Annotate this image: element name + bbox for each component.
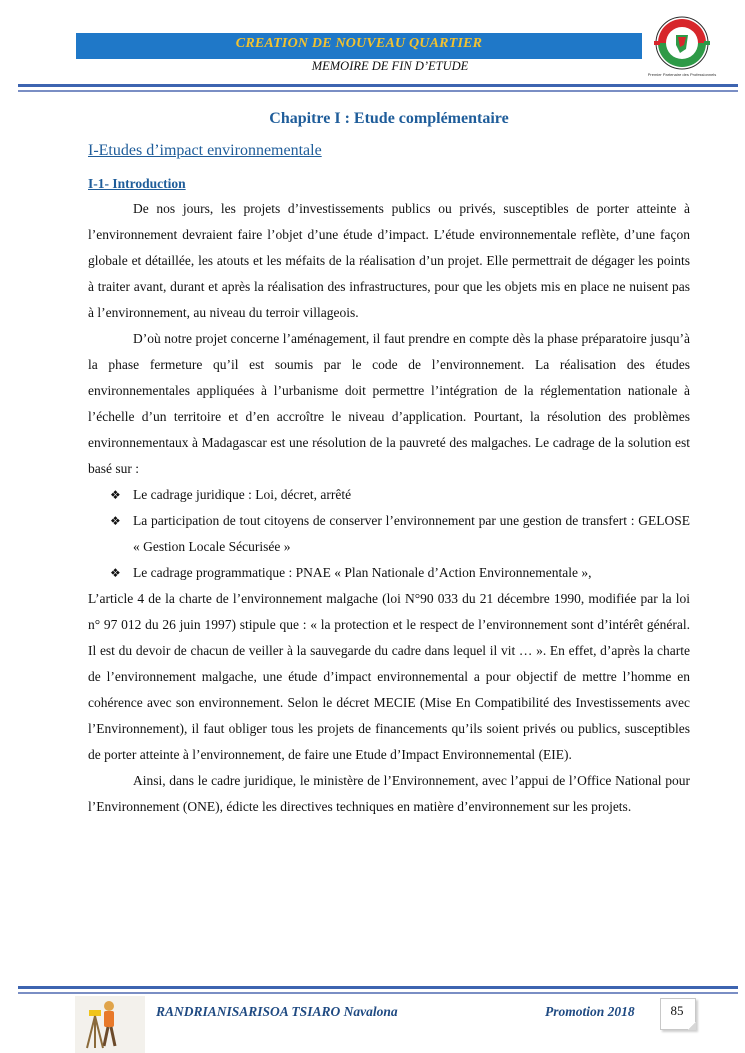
header-rule (18, 84, 738, 87)
paragraph-project: D’où notre projet concerne l’aménagement, il faut prendre en compte dès la phase préparatoire jusqu’à la phase fermeture qu’il est soumis par le code de l’environnement. La réalisation des études environnementales appliquées à l’urbanisme doit permettre l’intégration de la réglementation nationale à l’échelle d’un territoire et d’en accroître le niveau d’application. Pourtant, la résolution des problèmes environnementaux à Madagascar est une résolution de la pauvreté des malgaches. Le cadrage de la solution est basé sur : (88, 331, 690, 476)
diamond-bullet-icon: ❖ (110, 566, 121, 580)
chapter-title: Chapitre I : Etude complémentaire (269, 110, 509, 127)
list-item (88, 482, 690, 508)
list-item (88, 508, 690, 560)
header-subtitle: MEMOIRE DE FIN D’ETUDE (311, 59, 469, 73)
diamond-bullet-icon: ❖ (110, 488, 121, 502)
footer-promotion: Promotion 2018 (545, 1004, 635, 1019)
paragraph-intro: De nos jours, les projets d’investissements publics ou privés, susceptibles de porter atteinte à l’environnement devraient faire l’objet d’une étude d’impact. L’étude environnementale reflète, d’une façon globale et détaillée, les atouts et les méfaits de la réalisation d’un projet. Elle permettrait de dégager les points à traiter avant, durant et après la réalisation des infrastructures, pour que les objets mis en place ne nuisent pas à l’environnement, au niveau du terroir villageois. (88, 201, 690, 320)
footer-author: RANDRIANISARISOA TSIARO Navalona (156, 1004, 398, 1019)
body-text (88, 196, 690, 820)
bullet-list (88, 482, 690, 586)
paragraph-conclusion: Ainsi, dans le cadre juridique, le ministère de l’Environnement, avec l’appui de l’Office National pour l’Environnement (ONE), édicte les directives techniques en matière d’environnement sur les projets. (88, 773, 690, 814)
logo-caption: Premier Partenaire des Professionnels (647, 72, 717, 77)
footer-rule-thin (18, 992, 738, 994)
section-title: I-Etudes d’impact environnementale (88, 142, 322, 159)
page-number: 85 (670, 1003, 684, 1018)
bullet-text: Le cadrage juridique : Loi, décret, arrêté (133, 487, 352, 502)
header-rule-thin (18, 90, 738, 92)
school-logo-icon (640, 15, 724, 79)
footer-rule (18, 986, 738, 989)
bullet-text: La participation de tout citoyens de conserver l’environnement par une gestion de transfert : GELOSE « Gestion Locale Sécurisée » (133, 513, 690, 554)
header-title: CREATION DE NOUVEAU QUARTIER (235, 36, 483, 51)
subsection-title: I-1- Introduction (88, 176, 186, 191)
list-item (88, 560, 690, 586)
diamond-bullet-icon: ❖ (110, 514, 121, 528)
bullet-text: Le cadrage programmatique : PNAE « Plan Nationale d’Action Environnementale », (133, 565, 592, 580)
surveyor-figure-icon (75, 996, 145, 1053)
paragraph-article: L’article 4 de la charte de l’environnement malgache (loi N°90 033 du 21 décembre 1990, modifiée par la loi n° 97 012 du 26 juin 1997) stipule que : « la protection et le respect de l’environnement sont d’intérêt général. Il est du devoir de chacun de veiller à la sauvegarde du cadre dans lequel il vit … ». En effet, d’après la charte de l’environnement malgache, une étude d’impact environnemental a pour objectif de mettre l’homme en cohérence avec son environnement. Selon le décret MECIE (Mise En Compatibilité des Investissements avec l’Environnement), il faut obliger tous les projets de financements qu’ils soient privés ou publics, susceptibles de porter atteinte à l’environnement, de faire une Etude d’Impact Environnemental (EIE). (88, 591, 690, 762)
